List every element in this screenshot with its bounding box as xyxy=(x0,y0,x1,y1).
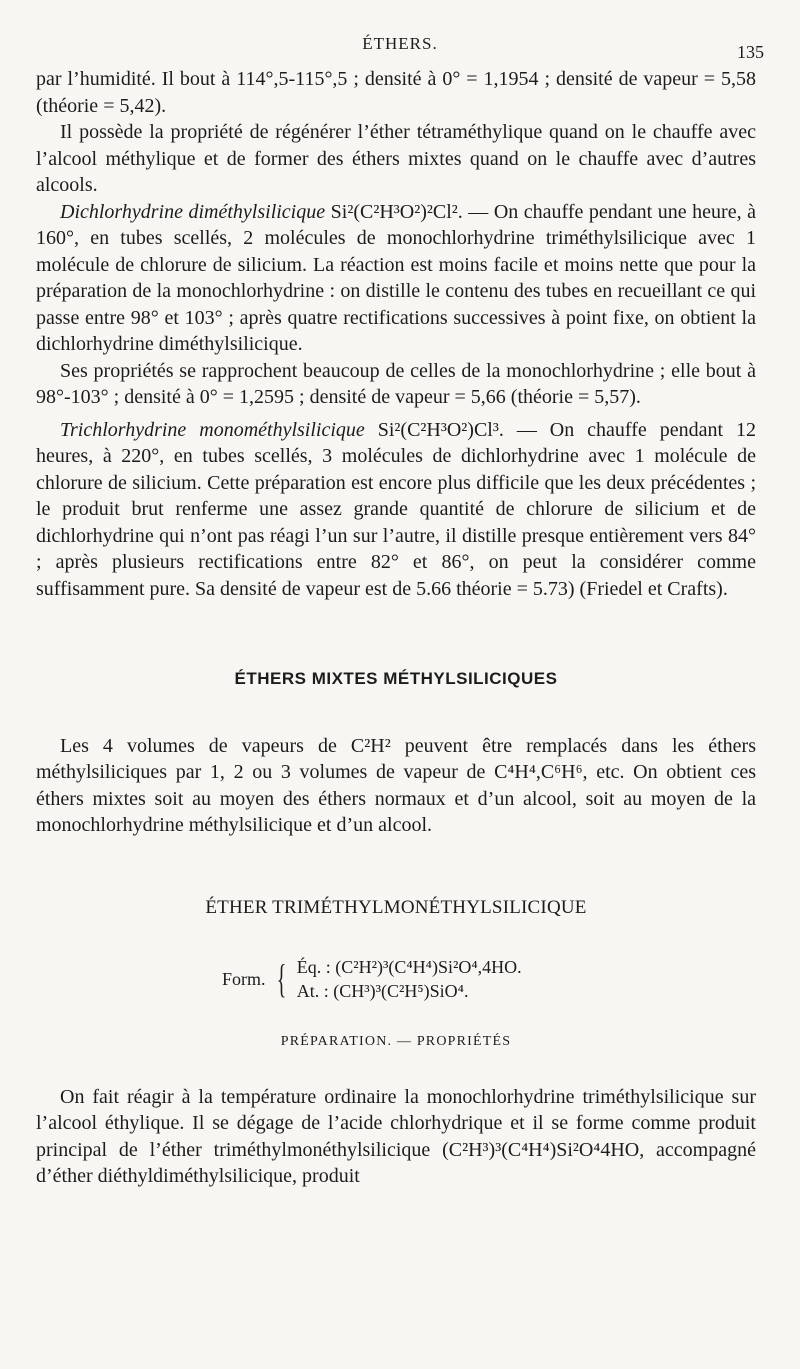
paragraph-dichlorhydrine-properties: Ses propriétés se rapprochent beaucoup de celles de la monochlorhydrine ; elle bout à 98°-103° ; densité à 0° = 1,2595 ; densité de vapeur = 5,66 (théorie = 5,57). xyxy=(36,359,756,408)
paragraph-mixed-ethers: Les 4 volumes de vapeurs de C²H² peuvent être remplacés dans les éthers méthylsiliciques par 1, 2 ou 3 volumes de vapeur de C⁴H⁴,C⁶H⁶, etc. On obtient ces éthers mixtes soit au moyen des éthers normaux et d’un alcool, soit au moyen de la monochlorhydrine méthylsilicique et d’un alcool. xyxy=(36,734,756,836)
trichlorhydrine-text: Si²(C²H³O²)Cl³. — On chauffe pendant 12 heures, à 220°, en tubes scellés, 3 molécules de dichlorhydrine avec 1 molécule de chlorure de silicium. Cette préparation est encore plus difficile que les deux précédentes ; le produit brut renferme une assez grande quantité de chlorure de silicium et de dichlorhydrine qui n’ont pas réagi l’un sur l’autre, il distille presque entièrement vers 84° ; après plusieurs rectifications entre 82° et 86°, on peut la considérer comme suffisamment pure. Sa densité de vapeur est de 5.66 théorie = 5.73) (Friedel et Crafts). xyxy=(36,418,757,600)
formula-lines xyxy=(297,955,522,1003)
preparation-heading: PRÉPARATION. — PROPRIÉTÉS xyxy=(280,1034,512,1049)
section-heading: ÉTHERS MIXTES MÉTHYLSILICIQUES xyxy=(234,669,558,688)
subsection-heading: ÉTHER TRIMÉTHYLMONÉTHYLSILICIQUE xyxy=(205,896,587,918)
running-title: ÉTHERS. xyxy=(362,34,438,53)
formula-atomic: At. : (CH³)³(C²H⁵)SiO⁴. xyxy=(296,981,469,1001)
formula-equivalent: Éq. : (C²H²)³(C⁴H⁴)Si²O⁴,4HO. xyxy=(296,957,522,977)
paragraph-trichlorhydrine xyxy=(36,417,756,603)
page-number: 135 xyxy=(737,42,764,62)
paragraph-boiling-point: par l’humidité. Il bout à 114°,5-115°,5 ; densité à 0° = 1,1954 ; densité de vapeur = 5,58 (théorie = 5,42). xyxy=(36,68,756,117)
body-text xyxy=(36,66,756,1190)
brace-symbol: { xyxy=(276,956,286,1001)
compound-name-trichlorhydrine: Trichlorhydrine monométhylsilicique xyxy=(60,418,365,441)
formula-label: Form. xyxy=(222,968,266,989)
paragraph-properties: Il possède la propriété de régénérer l’éther tétraméthylique quand on le chauffe avec l’alcool méthylique et de former des éthers mixtes quand on le chauffe avec d’autres alcools. xyxy=(36,121,756,196)
dichlorhydrine-text: Si²(C²H³O²)²Cl². — On chauffe pendant une heure, à 160°, en tubes scellés, 2 molécules de monochlorhydrine triméthylsilicique avec 1 molécule de chlorure de silicium. La réaction est moins facile et moins nette que pour la préparation de la monochlorhydrine : on distille le contenu des tubes en recueillant ce qui passe entre 98° et 103° ; après quatre rectifications successives à point fixe, on obtient la dichlorhydrine diméthylsilicique. xyxy=(36,200,756,355)
paragraph-dichlorhydrine xyxy=(36,199,756,358)
running-head xyxy=(0,30,800,60)
paragraph-preparation: On fait réagir à la température ordinaire la monochlorhydrine triméthylsilicique sur l’alcool éthylique. Il se dégage de l’acide chlorhydrique et il se forme comme produit principal de l’éther triméthylmonéthylsilicique (C²H³)³(C⁴H⁴)Si²O⁴4HO, accompagné d’éther diéthyldiméthylsilicique, produit xyxy=(36,1085,756,1187)
compound-name-dichlorhydrine: Dichlorhydrine diméthylsilicique xyxy=(60,200,326,223)
formula-block xyxy=(222,951,756,1007)
